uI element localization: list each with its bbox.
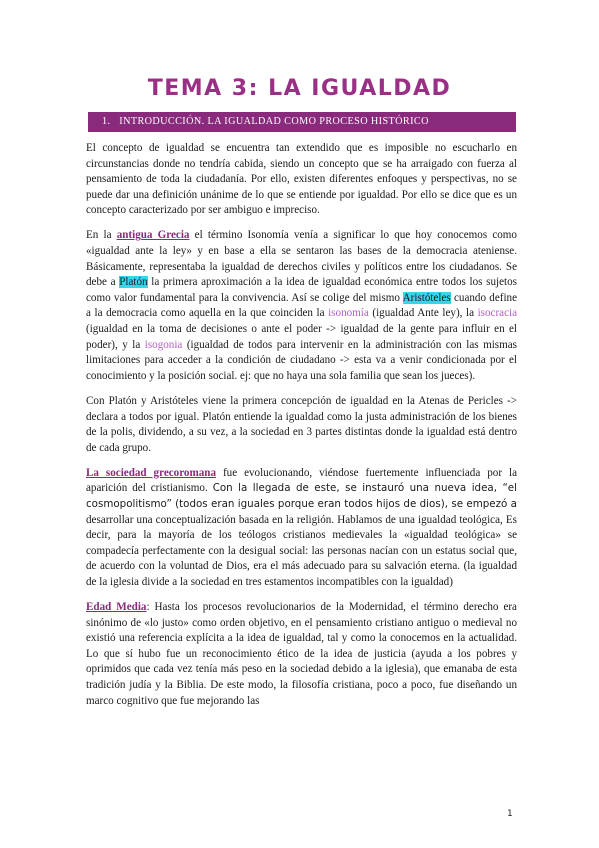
text-run: (igualdad de todos para intervenir en la administración con las mismas limitaciones para acceder a la condición de ciudadano -> esta va a venir condicionada por el conocimiento y la posición social. ej: que no haya una sola familia que sean los jueces).: [86, 338, 517, 382]
text-run: desarrollar una conceptualización basada en la religión. Hablamos de una igualdad teológica, Es decir, para la mayoría de los teólogos cristianos medievales la «igualdad teológica» se compadecía perfectamente con la desigual social: las personas nacían con un estatus social que, de acuerdo con la voluntad de Dios, era el más adecuado para su salvación eterna. (la igualdad de la iglesia divide a la sociedad en tres estamentos incompatibles con la igualdad): [86, 513, 517, 588]
text-run: (igualdad Ante ley), la: [368, 307, 478, 320]
page-number: 1: [507, 809, 513, 819]
highlight-aristoteles: Aristóteles: [402, 291, 451, 304]
document-body: [86, 141, 517, 719]
text-run: : Hasta los procesos revolucionarios de la Modernidad, el término derecho era sinónimo de «lo justo» como orden objetivo, en el pensamiento cristiano antiguo o medieval no existió una referencia explícita a la idea de igualdad, tal y como la conocemos en la actualidad. Lo que sí hubo fue un reconocimiento ético de la idea de justicia (ayuda a los pobres y oprimidos que cada vez tenía más peso en la sociedad debido a la iglesia), que emanaba de esta tradición judía y la Biblia. De este modo, la filosofía cristiana, poco a poco, fue diseñando un marco cognitivo que fue mejorando las: [86, 601, 517, 707]
text-run: (igualdad en la toma de decisiones o ante el poder -> igualdad de la gente para influir en el poder), y la: [86, 323, 517, 351]
text-run-sans: Con la llegada de este, se instauró una nueva idea, “el cosmopolitismo” (todos eran iguales porque eran todos hijos de dios), se empezó a: [86, 482, 517, 510]
term-isogonia: isogonia: [144, 338, 183, 351]
term-isocracia: isocracia: [477, 307, 517, 320]
term-isonomia: isonomía: [328, 307, 369, 320]
paragraph-edad-media: [86, 600, 517, 709]
document-title: TEMA 3: LA IGUALDAD: [147, 76, 452, 101]
text-run: la primera aproximación a la idea de igualdad económica entre todos los sujetos como valor fundamental para la convivencia. Así se colige del mismo: [86, 276, 517, 304]
text-run: fue evolucionando, viéndose fuertemente influenciada por la aparición del cristianismo.: [86, 466, 517, 495]
text-run: cuando define a la democracia como aquella en la que coinciden la: [86, 291, 517, 320]
text-run: En la: [86, 229, 117, 242]
term-sociedad-grecoromana: La sociedad grecoromana: [86, 466, 216, 479]
term-antigua-grecia: antigua Grecia: [116, 229, 190, 242]
text-run: el término Isonomía venía a significar lo que hoy conocemos como «igualdad ante la ley» y en base a ella se sentaron las bases de la democracia ateniense. Básicamente, representaba la igualdad de derechos civiles y políticos entre los ciudadanos. Se debe a: [86, 229, 517, 289]
section-heading: 1. INTRODUCCIÓN. LA IGUALDAD COMO PROCESO HISTÓRICO: [88, 112, 516, 132]
highlight-platon: Platón: [119, 276, 148, 289]
term-edad-media: Edad Media: [86, 601, 147, 614]
paragraph-intro: El concepto de igualdad se encuentra tan extendido que es imposible no escucharlo en circunstancias donde no tendría cabida, siendo un concepto que se ha arraigado con fuerza al pensamiento de toda la ciudadanía. Por ello, existen diferentes enfoques y perspectivas, no se puede dar una definición unánime de lo que se entiende por igualdad. Por ello se dice que es un concepto caracterizado por ser ambiguo e impreciso.: [86, 142, 517, 217]
paragraph-platon-aristoteles: Con Platón y Aristóteles viene la primera concepción de igualdad en la Atenas de Pericles -> declara a todos por igual. Platón entiende la igualdad como la justa administración de los bienes de la polis, dividendo, a su vez, a la sociedad en 3 partes distintas donde la igualdad está dentro de cada grupo.: [86, 394, 517, 454]
paragraph-grecia: [86, 228, 517, 384]
paragraph-grecoromana: [86, 466, 517, 591]
